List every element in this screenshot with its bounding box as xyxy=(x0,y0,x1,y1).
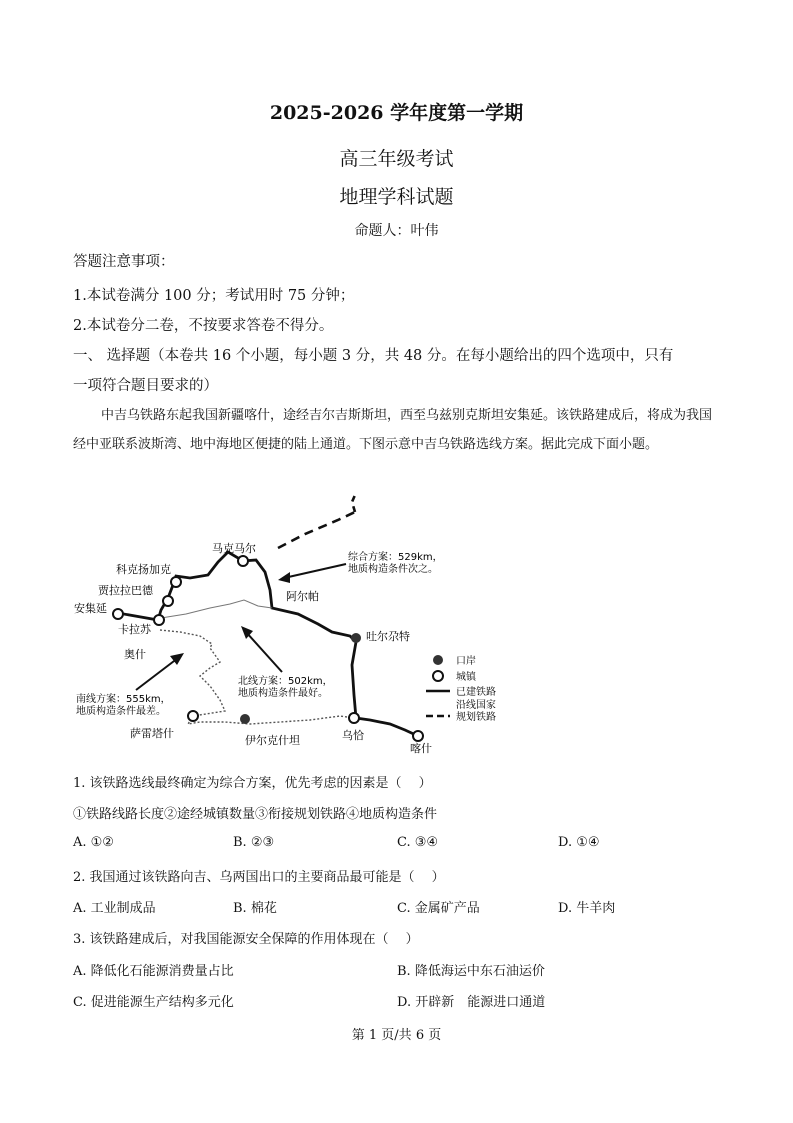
label-aoshi: 奥什 xyxy=(124,648,146,661)
question-2-option-c: C. 金属矿产品 xyxy=(397,901,480,916)
exam-author: 命题人：叶伟 xyxy=(354,223,439,239)
annotation-composite-line-1: 综合方案：529km， xyxy=(348,552,443,563)
label-aerpa: 阿尔帕 xyxy=(286,590,319,603)
annotation-north-line-1: 北线方案：502km， xyxy=(238,676,333,687)
question-1-option-a: A. ①② xyxy=(73,835,114,850)
arrow-north xyxy=(246,632,282,672)
city-kalasu-marker xyxy=(154,615,164,625)
question-3-option-d: D. 开辟新 能源进口通道 xyxy=(397,995,546,1010)
question-2-option-d: D. 牛羊肉 xyxy=(558,901,616,916)
city-anjiyan-marker xyxy=(113,609,123,619)
label-kekeyangjiake: 科克扬加克 xyxy=(116,563,171,576)
annotation-north-line-2: 地质构造条件最好。 xyxy=(238,688,328,699)
label-tuergate: 吐尔尕特 xyxy=(366,630,410,643)
notice-item-2: 2.本试卷分二卷，不按要求答卷不得分。 xyxy=(73,318,334,334)
question-1-stem: 1. 该铁路选线最终确定为综合方案，优先考虑的因素是（ ） xyxy=(73,776,432,791)
legend-port: 口岸 xyxy=(456,656,476,667)
city-wuqia-marker xyxy=(349,713,359,723)
legend-planned-line-1: 沿线国家 xyxy=(456,700,496,711)
section-heading-line-1: 一、 选择题（本卷共 16 个小题，每小题 3 分，共 48 分。在每小题给出的四个选项中，只有 xyxy=(73,348,674,364)
label-kashi: 喀什 xyxy=(410,742,432,755)
legend-town-icon xyxy=(433,671,443,681)
notice-title: 答题注意事项： xyxy=(73,254,175,270)
question-1-option-b: B. ②③ xyxy=(233,835,275,850)
city-jialalabade-marker xyxy=(163,596,173,606)
legend-town: 城镇 xyxy=(456,672,476,683)
question-3-stem: 3. 该铁路建成后，对我国能源安全保障的作用体现在（ ） xyxy=(73,932,419,947)
label-saleitashi: 萨雷塔什 xyxy=(130,727,174,740)
annotation-south-line-2: 地质构造条件最差。 xyxy=(76,706,166,717)
label-kalasu: 卡拉苏 xyxy=(118,623,151,636)
exam-grade: 高三年级考试 xyxy=(339,148,454,170)
planned-railway-line-end xyxy=(352,495,355,512)
question-3-option-a: A. 降低化石能源消费量占比 xyxy=(73,964,234,979)
legend-port-icon xyxy=(433,655,443,665)
label-anjiyan: 安集延 xyxy=(74,602,107,615)
question-2-option-b: B. 棉花 xyxy=(233,901,277,916)
exam-year-term: 2025-2026 学年度第一学期 xyxy=(269,102,524,124)
city-kashi-marker xyxy=(413,731,423,741)
arrow-composite xyxy=(284,564,346,578)
city-kekeyangjiake-marker xyxy=(171,577,181,587)
legend-planned-line-2: 规划铁路 xyxy=(456,712,496,723)
label-yierkeshitan: 伊尔克什坦 xyxy=(245,734,300,747)
planned-railway-line xyxy=(278,512,355,548)
question-3-option-c: C. 促进能源生产结构多元化 xyxy=(73,995,234,1010)
section-heading-line-2: 一项符合题目要求的） xyxy=(73,378,218,394)
page-number: 第 1 页/共 6 页 xyxy=(351,1028,442,1043)
port-tuergate-icon xyxy=(351,633,361,643)
label-jialalabade: 贾拉拉巴德 xyxy=(98,584,153,597)
city-makemaer-marker xyxy=(238,556,248,566)
city-saleitashi-marker xyxy=(188,711,198,721)
label-wuqia: 乌恰 xyxy=(342,729,364,742)
exam-subject: 地理学科试题 xyxy=(339,186,454,208)
notice-item-1: 1.本试卷满分 100 分；考试用时 75 分钟； xyxy=(73,288,355,304)
north-route-line xyxy=(161,600,272,618)
question-1-option-d: D. ①④ xyxy=(558,835,600,850)
question-2-stem: 2. 我国通过该铁路向吉、乌两国出口的主要商品最可能是（ ） xyxy=(73,870,445,885)
question-1-subitems: ①铁路线路长度②途经城镇数量③衔接规划铁路④地质构造条件 xyxy=(73,807,438,822)
arrow-south xyxy=(136,658,178,690)
annotation-south-line-1: 南线方案：555km， xyxy=(76,694,171,705)
label-makemaer: 马克马尔 xyxy=(212,542,256,555)
legend-built: 已建铁路 xyxy=(456,687,496,698)
port-yierkeshitan-icon xyxy=(240,714,250,724)
question-2-option-a: A. 工业制成品 xyxy=(73,901,156,916)
railway-route-map xyxy=(60,490,520,765)
question-passage: 中吉乌铁路东起我国新疆喀什，途经吉尔吉斯斯坦，西至乌兹别克斯坦安集延。该铁路建成后，将成为我国经中亚联系波斯湾、地中海地区便捷的陆上通道。下图示意中吉乌铁路选线方案。据此完成下面小题。 xyxy=(73,408,713,452)
arrow-composite-head xyxy=(278,572,290,583)
annotation-composite-line-2: 地质构造条件次之。 xyxy=(348,564,438,575)
question-3-option-b: B. 降低海运中东石油运价 xyxy=(397,964,545,979)
question-1-option-c: C. ③④ xyxy=(397,835,439,850)
